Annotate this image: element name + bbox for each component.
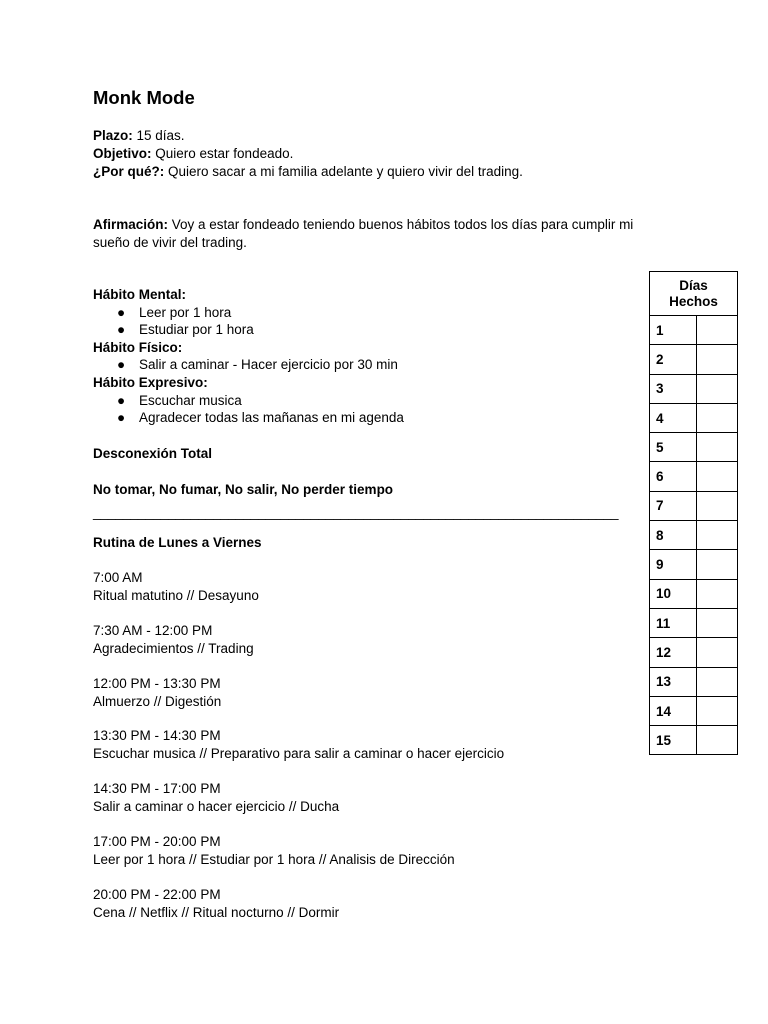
porque-label: ¿Por qué?: xyxy=(93,164,165,179)
day-check-cell[interactable] xyxy=(697,638,738,667)
schedule-block xyxy=(93,833,455,868)
day-number: 14 xyxy=(650,696,697,725)
objetivo-label: Objetivo: xyxy=(93,146,152,161)
schedule-time: 20:00 PM - 22:00 PM xyxy=(93,887,221,902)
schedule-activity: Leer por 1 hora // Estudiar por 1 hora // Analisis de Dirección xyxy=(93,851,455,867)
table-row xyxy=(650,638,738,667)
day-number: 7 xyxy=(650,491,697,520)
schedule-activity: Salir a caminar o hacer ejercicio // Ducha xyxy=(93,798,340,814)
list-item: ● Agradecer todas las mañanas en mi agenda xyxy=(117,410,404,426)
plazo-line xyxy=(93,127,185,145)
table-row xyxy=(650,726,738,755)
afirmacion-value: Voy a estar fondeado teniendo buenos hábitos todos los días para cumplir mi sueño de vivir del trading. xyxy=(93,217,634,250)
day-check-cell[interactable] xyxy=(697,579,738,608)
day-number: 15 xyxy=(650,726,697,755)
rules-line: No tomar, No fumar, No salir, No perder tiempo xyxy=(93,482,394,497)
list-item: ● Escuchar musica xyxy=(117,392,242,408)
objetivo-value: Quiero estar fondeado. xyxy=(151,146,294,161)
table-row xyxy=(650,345,738,374)
day-check-cell[interactable] xyxy=(697,403,738,432)
list-item: ● Estudiar por 1 hora xyxy=(117,322,254,338)
porque-line xyxy=(93,163,523,181)
day-check-cell[interactable] xyxy=(697,608,738,637)
schedule-block xyxy=(93,675,221,710)
day-check-cell[interactable] xyxy=(697,345,738,374)
day-check-cell[interactable] xyxy=(697,550,738,579)
habit-mental-label: Hábito Mental: xyxy=(93,287,186,302)
schedule-activity: Cena // Netflix // Ritual nocturno // Dormir xyxy=(93,904,340,920)
day-check-cell[interactable] xyxy=(697,374,738,403)
porque-value: Quiero sacar a mi familia adelante y quiero vivir del trading. xyxy=(164,164,523,179)
schedule-block xyxy=(93,569,259,604)
day-number: 3 xyxy=(650,374,697,403)
table-row xyxy=(650,491,738,520)
page-title: Monk Mode xyxy=(93,87,195,108)
schedule-activity: Almuerzo // Digestión xyxy=(93,693,222,709)
schedule-block xyxy=(93,780,339,815)
tracker-header: Días Hechos xyxy=(650,272,738,316)
table-row xyxy=(650,579,738,608)
day-number: 4 xyxy=(650,403,697,432)
objetivo-line xyxy=(93,145,293,163)
day-check-cell[interactable] xyxy=(697,726,738,755)
day-check-cell[interactable] xyxy=(697,491,738,520)
day-check-cell[interactable] xyxy=(697,433,738,462)
days-tracker-table xyxy=(649,271,738,755)
schedule-activity: Escuchar musica // Preparativo para salir a caminar o hacer ejercicio xyxy=(93,745,505,761)
table-row xyxy=(650,550,738,579)
day-number: 13 xyxy=(650,667,697,696)
schedule-time: 7:30 AM - 12:00 PM xyxy=(93,623,213,638)
plazo-label: Plazo: xyxy=(93,128,133,143)
table-row xyxy=(650,608,738,637)
day-number: 2 xyxy=(650,345,697,374)
day-number: 6 xyxy=(650,462,697,491)
day-number: 1 xyxy=(650,316,697,345)
schedule-time: 7:00 AM xyxy=(93,570,143,585)
day-number: 12 xyxy=(650,638,697,667)
schedule-time: 13:30 PM - 14:30 PM xyxy=(93,728,221,743)
afirmacion-label: Afirmación: xyxy=(93,217,169,232)
table-row xyxy=(650,403,738,432)
separator-line: ______________________________________________________________________ xyxy=(93,505,619,520)
schedule-block xyxy=(93,886,339,921)
day-number: 5 xyxy=(650,433,697,462)
table-row xyxy=(650,316,738,345)
table-row xyxy=(650,521,738,550)
day-check-cell[interactable] xyxy=(697,316,738,345)
table-row xyxy=(650,667,738,696)
table-row xyxy=(650,696,738,725)
day-number: 9 xyxy=(650,550,697,579)
day-number: 11 xyxy=(650,608,697,637)
day-check-cell[interactable] xyxy=(697,696,738,725)
day-check-cell[interactable] xyxy=(697,462,738,491)
schedule-activity: Ritual matutino // Desayuno xyxy=(93,587,259,603)
table-row xyxy=(650,462,738,491)
schedule-activity: Agradecimientos // Trading xyxy=(93,640,254,656)
table-row xyxy=(650,374,738,403)
schedule-block xyxy=(93,727,504,762)
day-number: 10 xyxy=(650,579,697,608)
habits-section xyxy=(93,286,404,427)
list-item: ● Leer por 1 hora xyxy=(117,304,232,320)
afirmacion-paragraph xyxy=(93,216,673,251)
desconexion-heading: Desconexión Total xyxy=(93,446,213,461)
schedule-time: 14:30 PM - 17:00 PM xyxy=(93,781,221,796)
rutina-heading: Rutina de Lunes a Viernes xyxy=(93,535,262,550)
day-check-cell[interactable] xyxy=(697,521,738,550)
table-row xyxy=(650,433,738,462)
day-check-cell[interactable] xyxy=(697,667,738,696)
day-number: 8 xyxy=(650,521,697,550)
schedule-block xyxy=(93,622,254,657)
schedule-time: 12:00 PM - 13:30 PM xyxy=(93,676,221,691)
habit-fisico-label: Hábito Físico: xyxy=(93,339,183,355)
schedule-time: 17:00 PM - 20:00 PM xyxy=(93,834,221,849)
plazo-value: 15 días. xyxy=(132,128,185,143)
list-item: ● Salir a caminar - Hacer ejercicio por 30 min xyxy=(117,357,398,373)
habit-expresivo-label: Hábito Expresivo: xyxy=(93,374,208,390)
